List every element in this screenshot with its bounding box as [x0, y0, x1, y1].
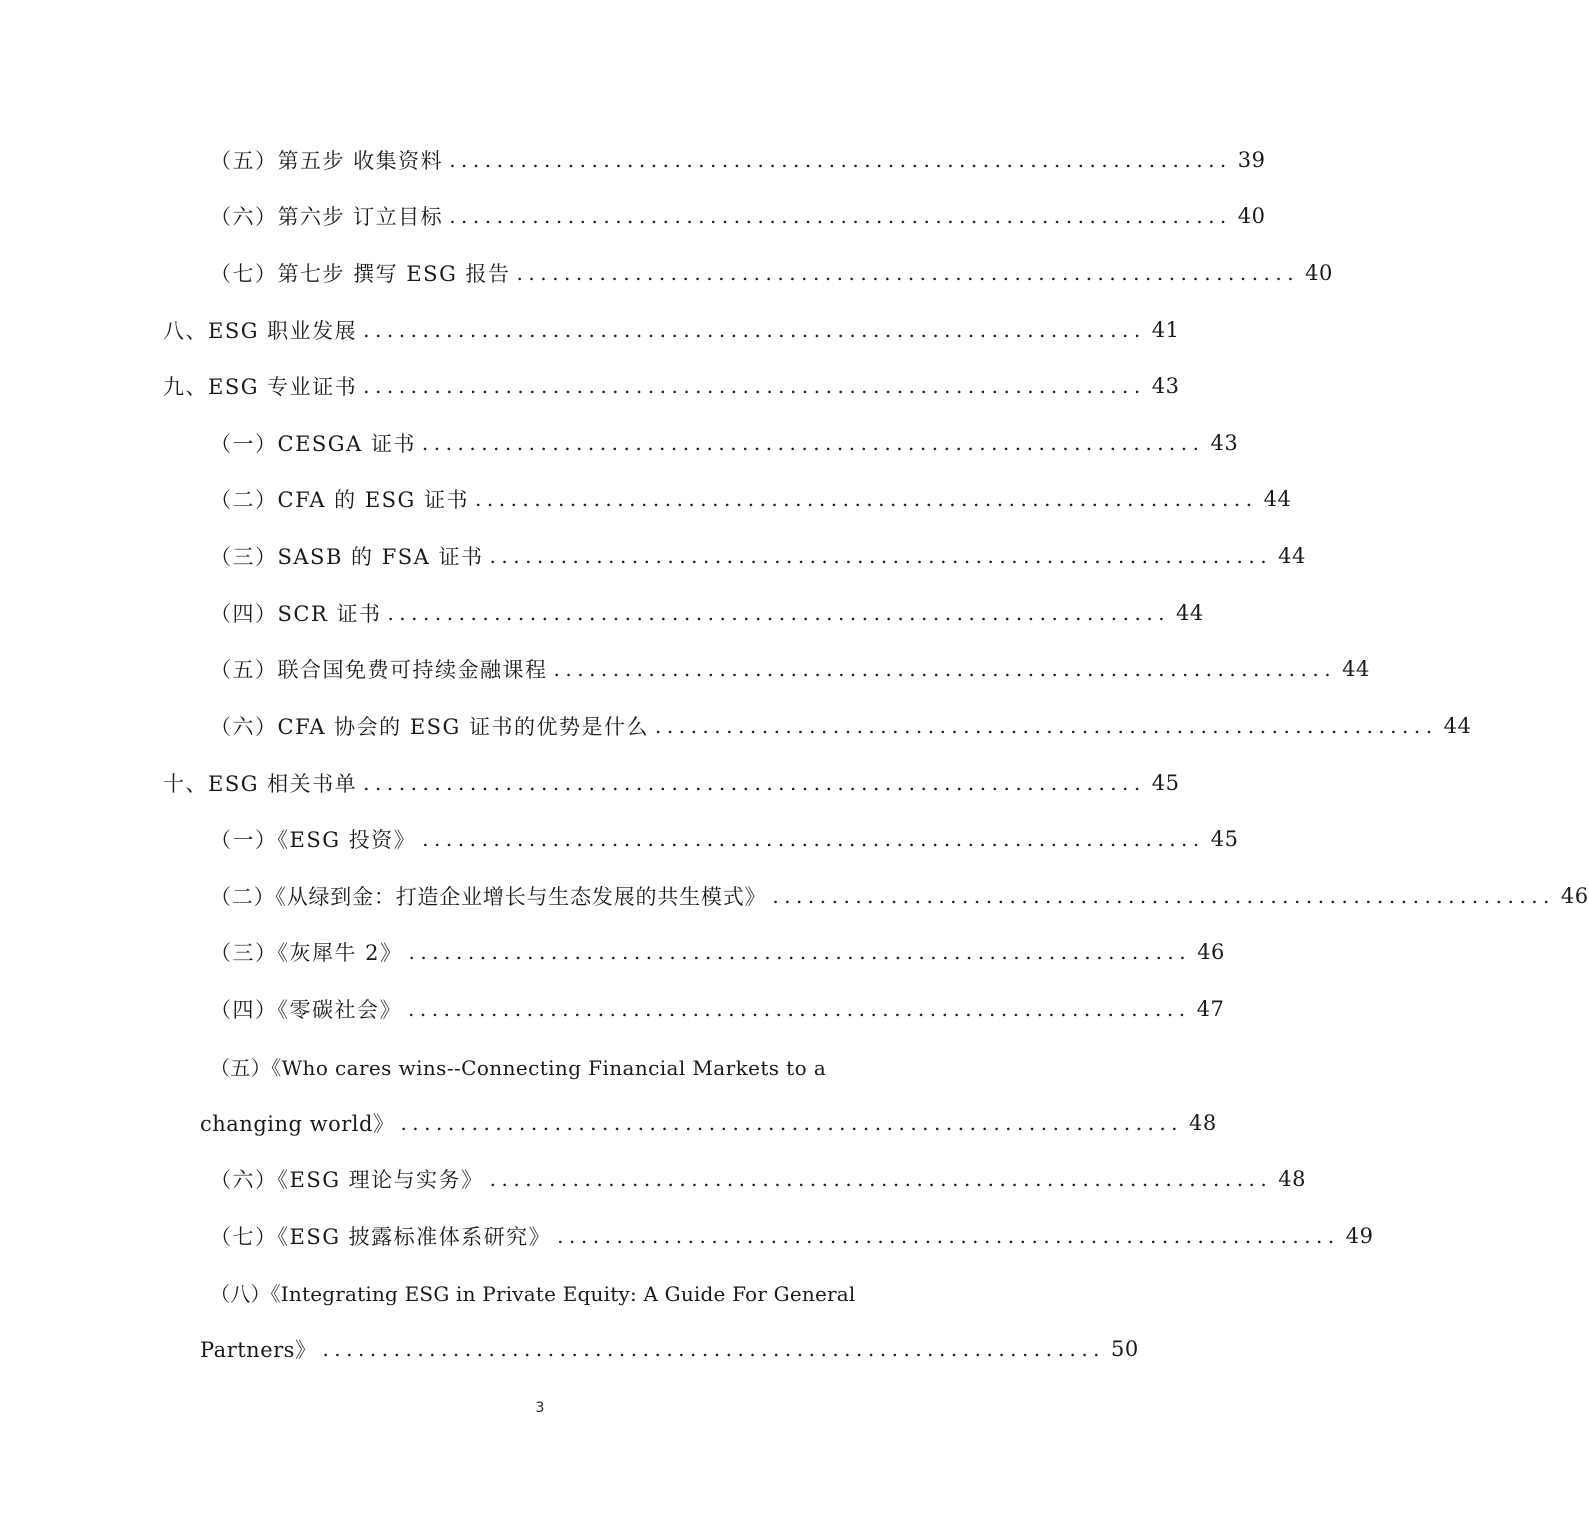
toc-entry[interactable] [210, 140, 1266, 180]
toc-entry-title: （五）第五步 收集资料 [210, 149, 444, 173]
toc-entry-title: （四）《零碳社会》 [210, 998, 402, 1022]
toc-entry[interactable] [210, 706, 1472, 746]
toc-entry-page: 44 [1176, 601, 1204, 625]
dot-leader: .................................................................. [772, 884, 1555, 908]
dot-leader: .................................................................. [322, 1337, 1106, 1361]
toc-entry[interactable] [210, 819, 1239, 859]
toc-entry-title: （八）《Integrating ESG in Private Equity: A Guide For General [210, 1281, 856, 1306]
toc-entry-first-line[interactable] [210, 1046, 917, 1086]
toc-entry-page: 48 [1189, 1111, 1217, 1135]
toc-entry-first-line[interactable] [210, 1272, 917, 1312]
toc-entry-page: 40 [1237, 204, 1266, 228]
page-number: 3 [535, 1400, 545, 1416]
toc-entry[interactable] [210, 479, 1292, 519]
toc-entry-title: 十、ESG 相关书单 [163, 772, 358, 796]
dot-leader: .................................................................. [475, 487, 1258, 511]
dot-leader: .................................................................. [400, 1111, 1184, 1135]
toc-entry-title: （五）《Who cares wins--Connecting Financial Markets to a [210, 1055, 827, 1080]
toc-entry-page: 44 [1342, 657, 1370, 681]
toc-entry[interactable] [210, 1216, 1374, 1256]
toc-entry[interactable] [163, 763, 1180, 803]
toc-entry[interactable] [210, 932, 1225, 972]
toc-entry-title: （七）《ESG 披露标准体系研究》 [210, 1225, 552, 1249]
dot-leader: .................................................................. [553, 657, 1337, 681]
toc-entry-title: （五）联合国免费可持续金融课程 [210, 658, 548, 682]
toc-entry-page: 40 [1305, 261, 1333, 285]
toc-entry-page: 49 [1345, 1224, 1374, 1248]
toc-entry-page: 41 [1151, 318, 1180, 342]
toc-entry-page: 44 [1443, 714, 1472, 738]
toc-entry[interactable] [210, 423, 1239, 463]
toc-entry-page: 50 [1111, 1337, 1139, 1361]
toc-entry-page: 45 [1210, 827, 1239, 851]
dot-leader: .................................................................. [408, 997, 1191, 1021]
toc-entry-page: 45 [1151, 771, 1180, 795]
dot-leader: .................................................................. [387, 601, 1171, 625]
dot-leader: .................................................................. [655, 714, 1438, 738]
toc-entry-page: 46 [1197, 940, 1225, 964]
dot-leader: .................................................................. [421, 431, 1205, 455]
toc-entry[interactable] [210, 253, 1333, 293]
dot-leader: .................................................................. [363, 374, 1146, 398]
toc-entry[interactable] [163, 366, 1180, 406]
toc-entry-title: （六）《ESG 理论与实务》 [210, 1168, 484, 1192]
toc-entry-page: 43 [1151, 374, 1180, 398]
toc-entry-title: （三）SASB 的 FSA 证书 [210, 545, 484, 569]
toc-entry-page: 47 [1196, 997, 1225, 1021]
dot-leader: .................................................................. [363, 771, 1146, 795]
toc-entry-title: （六）CFA 协会的 ESG 证书的优势是什么 [210, 715, 649, 739]
toc-entry[interactable] [200, 1103, 1217, 1143]
toc-entry-page: 44 [1278, 544, 1306, 568]
dot-leader: .................................................................. [408, 940, 1192, 964]
toc-entry-title: （六）第六步 订立目标 [210, 205, 444, 229]
dot-leader: .................................................................. [422, 827, 1205, 851]
toc-entry[interactable] [163, 310, 1180, 350]
toc-entry[interactable] [200, 1329, 1139, 1369]
toc-entry-title: （一）《ESG 投资》 [210, 828, 417, 852]
toc-entry[interactable] [210, 989, 1225, 1029]
toc-entry-title: （三）《灰犀牛 2》 [210, 941, 403, 965]
toc-entry-title: （七）第七步 撰写 ESG 报告 [210, 262, 511, 286]
toc-entry-page: 46 [1560, 884, 1589, 908]
toc-entry[interactable] [210, 1159, 1306, 1199]
toc-entry-title: 八、ESG 职业发展 [163, 319, 358, 343]
toc-entry-page: 43 [1210, 431, 1239, 455]
dot-leader: .................................................................. [557, 1224, 1340, 1248]
dot-leader: .................................................................. [449, 148, 1232, 172]
toc-entry[interactable] [210, 196, 1266, 236]
toc-entry[interactable] [210, 536, 1306, 576]
dot-leader: .................................................................. [449, 204, 1232, 228]
dot-leader: .................................................................. [516, 261, 1300, 285]
toc-entry-title: （二）CFA 的 ESG 证书 [210, 488, 469, 512]
toc-entry-page: 44 [1263, 487, 1292, 511]
toc-entry-title-continued: Partners》 [200, 1338, 317, 1362]
toc-entry-title: （一）CESGA 证书 [210, 432, 416, 456]
toc-entry[interactable] [210, 649, 1370, 689]
toc-entry-title: （四）SCR 证书 [210, 602, 382, 626]
dot-leader: .................................................................. [489, 544, 1273, 568]
dot-leader: .................................................................. [489, 1167, 1273, 1191]
toc-entry-page: 48 [1278, 1167, 1306, 1191]
toc-entry[interactable] [210, 876, 1589, 916]
toc-entry-title-continued: changing world》 [200, 1112, 395, 1136]
toc-entry[interactable] [210, 593, 1204, 633]
toc-entry-page: 39 [1237, 148, 1266, 172]
dot-leader: .................................................................. [363, 318, 1146, 342]
toc-entry-title: 九、ESG 专业证书 [163, 375, 358, 399]
toc-entry-title: （二）《从绿到金：打造企业增长与生态发展的共生模式》 [210, 885, 767, 909]
